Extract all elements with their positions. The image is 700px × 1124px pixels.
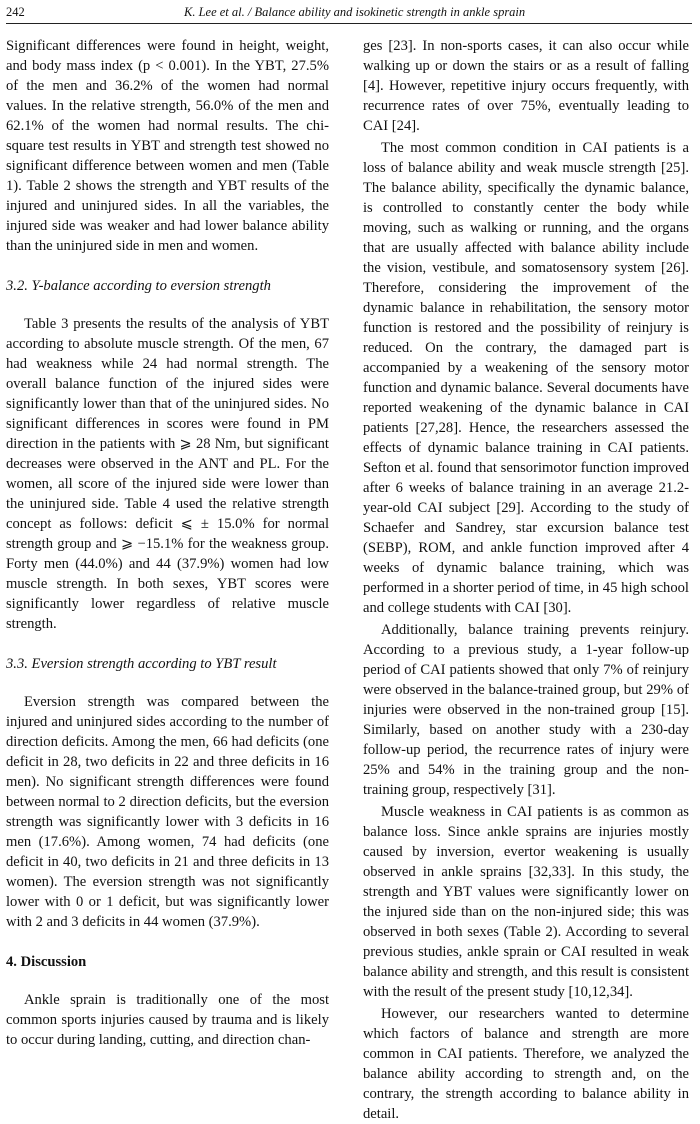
section-heading-discussion: 4. Discussion	[6, 954, 87, 970]
left-column	[6, 36, 329, 1050]
discussion-paragraph: Ankle sprain is traditionally one of the most common sports injuries caused by trauma and is likely to occur during landing, cutting, and direction chan-	[6, 992, 329, 1048]
section-heading-3-2: 3.2. Y-balance according to eversion strength	[6, 278, 271, 294]
eversion-strength-paragraph: Eversion strength was compared between the injured and uninjured sides according to the number of direction deficits. Among the men, 66 had deficits (one deficit in 28, two deficits in 22 and three deficits in 16 men). No significant strength differences were found between normal to 2 direction deficits, but the eversion strength was significantly lower with 3 deficits in 16 men (17.6%). Among women, 74 had deficits (one deficit in 40, two deficits in 21 and three deficits in 13 women). The eversion strength was not significantly lower with 0 or 1 deficit, but was significantly lower with 2 and 3 deficits in 44 women (37.9%).	[6, 694, 329, 930]
discussion-continued-paragraph: ges [23]. In non-sports cases, it can also occur while walking up or down the stairs or as a result of falling [4]. However, repetitive injury occurs frequently, with recurrence rates of over 75%, eventually leading to CAI [24].	[363, 38, 689, 134]
right-column	[363, 36, 689, 1124]
muscle-weakness-paragraph: Muscle weakness in CAI patients is as common as balance loss. Since ankle sprains are injuries mostly caused by inversion, evertor weakening is usually observed in ankle sprains [32,33]. In this study, the strength and YBT values were significantly lower on the injured side than on the non-injured side; this was observed in both sexes (Table 2). According to several previous studies, ankle sprain or CAI resulted in weak balance ability and strength, and this result is consistent with the result of the present study [10,12,34].	[363, 804, 689, 1000]
reinjury-paragraph: Additionally, balance training prevents reinjury. According to a previous study, a 1-year follow-up period of CAI patients showed that only 7% of reinjury were observed in the balance-trained group, but 29% of injuries were observed in the non-trained group [15]. Similarly, based on another study with a 230-day follow-up period, the recurrence rates of injury were 25% and 54% in the training group and the non-training group, respectively [31].	[363, 622, 689, 798]
section-heading-3-3: 3.3. Eversion strength according to YBT result	[6, 656, 277, 672]
y-balance-paragraph: Table 3 presents the results of the analysis of YBT according to absolute muscle strength. Of the men, 67 had weakness while 24 had normal strength. The overall balance function of the injured sides were significantly lower than that of the uninjured sides. No significant differences in scores were found in PM direction in the patients with ⩾ 28 Nm, but significant decreases were observed in the ANT and PL. For the women, all score of the injured side were lower than the uninjured side. Table 4 used the relative strength concept as follows: deficit ⩽ ± 15.0% for normal strength group and ⩾ −15.1% for the weakness group. Forty men (44.0%) and 44 (37.9%) women had low muscle strength. In both sexes, YBT scores were significantly lower regardless of relative muscle strength.	[6, 316, 329, 632]
balance-loss-paragraph: The most common condition in CAI patients is a loss of balance ability and weak muscle strength [25]. The balance ability, specifically the dynamic balance, is controlled to constantly center the body while moving, such as walking or running, and the organs that are usually affected with balance ability include the vision, vestibule, and somatosensory system [26]. Therefore, considering the improvement of the dynamic balance in rehabilitation, the sensory motor function is restored and the possibility of reinjury is reduced. On the contrary, the damaged part is accompanied by a weakening of the sensory motor function and dynamic balance. Several documents have reported weakening of the dynamic balance in CAI patients [27,28]. Hence, the researchers assessed the effects of dynamic balance training in CAI patients. Sefton et al. found that sensorimotor function improved after 6 weeks of balance training in an average 21.2-year-old CAI subject [29]. According to the study of Schaefer and Sandrey, star excursion balance test (SEBP), ROM, and ankle function improved after 4 weeks of dynamic balance training, which was performed in a shorter period of time, in 45 high school and college students with CAI [30].	[363, 140, 689, 616]
analysis-aim-paragraph: However, our researchers wanted to determine which factors of balance and strength are more common in CAI patients. Therefore, we analyzed the balance ability according to strength and, on the contrary, the strength according to balance ability in detail.	[363, 1006, 689, 1122]
results-paragraph: Significant differences were found in height, weight, and body mass index (p < 0.001). In the YBT, 27.5% of the men and 36.2% of the women had normal values. In the relative strength, 56.0% of the men and 62.1% of the women had normal results. The chi-square test results in YBT and strength test showed no significant difference between women and men (Table 1). Table 2 shows the strength and YBT results of the injured and uninjured sides. In all the variables, the injured side was weaker and had lower balance ability than the uninjured side in men and women.	[6, 38, 329, 254]
header-rule	[6, 23, 692, 24]
running-header	[6, 2, 692, 22]
journal-running-title: K. Lee et al. / Balance ability and isokinetic strength in ankle sprain	[184, 5, 526, 19]
page-number: 242	[6, 5, 25, 19]
